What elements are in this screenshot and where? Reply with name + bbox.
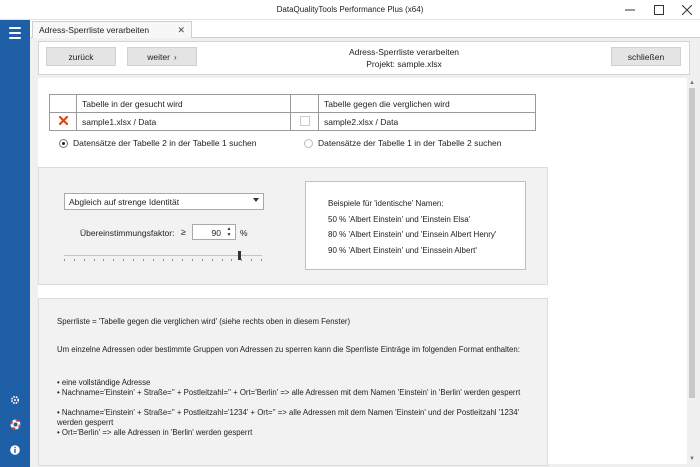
radio-selected[interactable] — [59, 139, 68, 148]
slider-tick — [261, 259, 262, 261]
tab-adress-sperrliste[interactable] — [32, 21, 192, 38]
gear-icon[interactable] — [7, 392, 23, 408]
operator-label: ≥ — [181, 227, 186, 237]
table-row — [50, 95, 536, 113]
slider-tick — [182, 259, 183, 261]
back-button[interactable] — [46, 47, 116, 66]
percent-unit: % — [240, 228, 248, 238]
slider-tick — [202, 259, 203, 261]
slider-thumb[interactable] — [238, 251, 241, 260]
stepper-arrows-icon[interactable]: ▲ ▼ — [226, 226, 232, 238]
slider-tick — [163, 259, 164, 261]
slider-tick — [192, 259, 193, 261]
slider-tick — [153, 259, 154, 261]
table-selection-grid — [49, 94, 536, 131]
factor-slider[interactable] — [64, 250, 262, 262]
example-line: 50 % 'Albert Einstein' und 'Einstein Elsa' — [328, 215, 471, 224]
vertical-scrollbar[interactable] — [687, 78, 697, 464]
project-name: Projekt: sample.xlsx — [366, 59, 442, 69]
info-text: Sperrliste = 'Tabelle gegen die verglichen wird' (siehe rechts oben in diesem Fenster) — [57, 317, 351, 326]
slider-tick — [64, 259, 65, 261]
header-search-table: Tabelle in der gesucht wird — [77, 95, 291, 113]
matching-mode-value: Abgleich auf strenge Identität — [69, 196, 180, 207]
info-text: • Nachname='Einstein' + Straße='' + Postleitzahl='' + Ort='Berlin' => alle Adressen mit dem Namen 'Einstein' in 'Berlin' werden gesperrt — [57, 388, 521, 397]
factor-value[interactable]: 90 — [211, 228, 221, 238]
radio-label: Datensätze der Tabelle 1 in der Tabelle 2 suchen — [318, 138, 502, 148]
slider-tick — [241, 259, 242, 261]
radio-label: Datensätze der Tabelle 2 in der Tabelle 1 suchen — [73, 138, 257, 148]
slider-tick — [212, 259, 213, 261]
table-row — [50, 113, 536, 131]
examples-box — [305, 181, 526, 270]
page-title: Adress-Sperrliste verarbeiten — [348, 47, 460, 57]
slider-tick — [113, 259, 114, 261]
examples-heading: Beispiele für 'identische' Namen: — [328, 199, 444, 208]
compare-table-checkbox[interactable] — [300, 116, 310, 126]
slider-tick — [123, 259, 124, 261]
scroll-down-icon[interactable]: ▼ — [689, 456, 695, 462]
slider-tick — [251, 259, 252, 261]
info-text: • Ort='Berlin' => alle Adressen in 'Berlin' werden gesperrt — [57, 428, 253, 437]
slider-tick — [74, 259, 75, 261]
hamburger-menu-icon[interactable] — [5, 24, 25, 42]
slider-track — [64, 255, 262, 256]
close-icon[interactable] — [673, 0, 700, 20]
close-button-label: schließen — [627, 51, 665, 62]
chevron-down-icon — [253, 198, 259, 202]
radio-option-table2-in-table1[interactable] — [59, 138, 257, 148]
close-button[interactable] — [611, 47, 681, 66]
red-x-icon[interactable] — [50, 113, 77, 131]
slider-tick — [103, 259, 104, 261]
scroll-up-icon[interactable]: ▲ — [689, 80, 695, 86]
tab-label: Adress-Sperrliste verarbeiten — [39, 25, 150, 35]
back-button-label: zurück — [68, 51, 94, 62]
lifebuoy-icon[interactable] — [7, 416, 23, 432]
header-panel — [38, 41, 690, 75]
chevron-right-icon: › — [173, 51, 177, 62]
title-bar — [0, 0, 700, 20]
next-button-label: weiter — [147, 51, 170, 62]
example-line: 80 % 'Albert Einstein' und 'Einsein Albert Henry' — [328, 230, 497, 239]
factor-label: Übereinstimmungsfaktor: — [80, 228, 175, 238]
tab-close-icon[interactable]: ✕ — [177, 25, 185, 35]
radio-unselected[interactable] — [304, 139, 313, 148]
slider-tick — [172, 259, 173, 261]
search-table-value[interactable]: sample1.xlsx / Data — [77, 113, 291, 131]
header-compare-table: Tabelle gegen die verglichen wird — [319, 95, 536, 113]
radio-option-table1-in-table2[interactable] — [304, 138, 502, 148]
info-text: • eine vollständige Adresse — [57, 378, 151, 387]
matching-mode-select[interactable] — [64, 193, 264, 210]
slider-tick — [143, 259, 144, 261]
slider-tick — [231, 259, 232, 261]
info-panel — [38, 298, 548, 466]
slider-tick — [84, 259, 85, 261]
example-line: 90 % 'Albert Einstein' und 'Einssein Albert' — [328, 246, 477, 255]
slider-tick — [133, 259, 134, 261]
slider-tick — [94, 259, 95, 261]
maximize-icon[interactable] — [645, 0, 673, 20]
info-text: • Nachname='Einstein' + Straße='' + Postleitzahl='1234' + Ort='' => alle Adressen mit dem Namen 'Einstein' und der Postleitzahl '1234' werden gesperrt — [57, 408, 520, 427]
window-title: DataQualityTools Performance Plus (x64) — [276, 5, 424, 14]
minimize-icon[interactable] — [616, 0, 644, 20]
info-icon[interactable] — [7, 442, 23, 458]
factor-stepper[interactable] — [192, 224, 236, 240]
sidebar — [0, 20, 30, 467]
slider-tick — [222, 259, 223, 261]
next-button[interactable] — [127, 47, 197, 66]
info-text: Um einzelne Adressen oder bestimmte Gruppen von Adressen zu sperren kann die Sperrliste Einträge im folgenden Format enthalten: — [57, 345, 520, 354]
scrollbar-thumb[interactable] — [689, 88, 695, 398]
compare-table-value[interactable]: sample2.xlsx / Data — [319, 113, 536, 131]
tab-bar — [30, 20, 700, 38]
